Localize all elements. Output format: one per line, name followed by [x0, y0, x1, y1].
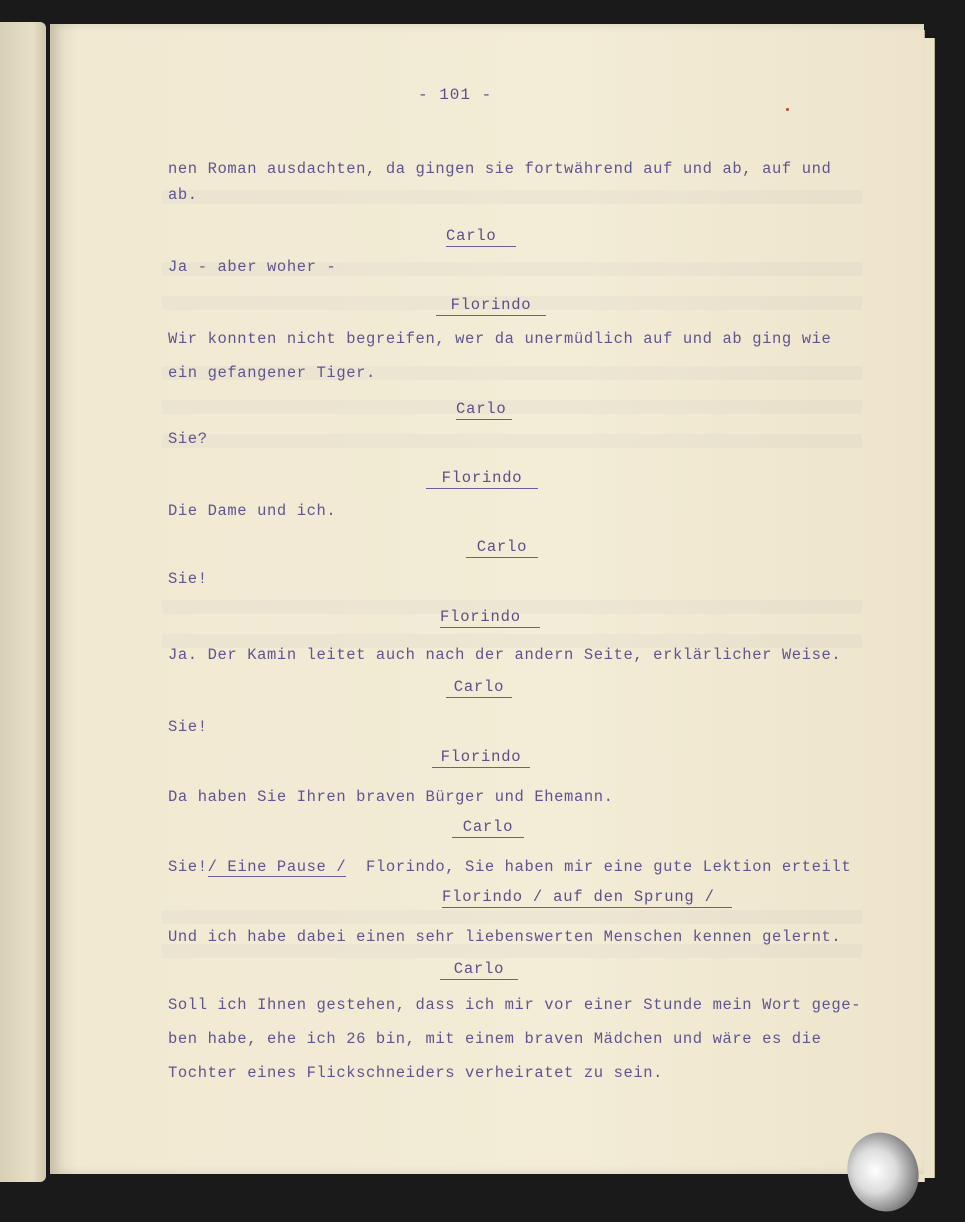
- bleed-through: [162, 434, 862, 448]
- text-line: Wir konnten nicht begreifen, wer da unermüdlich auf und ab ging wie: [168, 330, 832, 348]
- text-line: ben habe, ehe ich 26 bin, mit einem braven Mädchen und wäre es die: [168, 1030, 822, 1048]
- text-line: Sie?: [168, 430, 208, 448]
- text-line: Die Dame und ich.: [168, 502, 337, 520]
- bleed-through: [162, 910, 862, 924]
- text-line: Und ich habe dabei einen sehr liebenswerten Menschen kennen gelernt.: [168, 928, 842, 946]
- speaker-name: Carlo: [466, 538, 538, 558]
- text-fragment: Florindo, Sie haben mir eine gute Lektion erteilt: [366, 858, 852, 876]
- text-line: nen Roman ausdachten, da gingen sie fortwährend auf und ab, auf und: [168, 160, 832, 178]
- text-line: ein gefangener Tiger.: [168, 364, 376, 382]
- bleed-through: [162, 944, 862, 958]
- text-line: ab.: [168, 186, 198, 204]
- text-fragment: Sie!: [168, 858, 208, 876]
- bleed-through: [162, 190, 862, 204]
- left-facing-page: [0, 22, 46, 1182]
- speaker-name: Florindo: [432, 748, 530, 768]
- speaker-name: Carlo: [440, 960, 518, 980]
- text-line: Ja. Der Kamin leitet auch nach der andern Seite, erklärlicher Weise.: [168, 646, 842, 664]
- text-line: Ja - aber woher -: [168, 258, 337, 276]
- speaker-name: Carlo: [456, 400, 512, 420]
- text-line: Tochter eines Flickschneiders verheiratet zu sein.: [168, 1064, 664, 1082]
- speaker-name: Florindo: [436, 296, 546, 316]
- speaker-name: Carlo: [446, 678, 512, 698]
- bleed-through: [162, 400, 862, 414]
- speaker-name: Carlo: [446, 227, 516, 247]
- text-line: Sie!: [168, 718, 208, 736]
- speaker-name: Florindo / auf den Sprung /: [442, 888, 732, 908]
- text-line: Sie!: [168, 570, 208, 588]
- speaker-name: Carlo: [452, 818, 524, 838]
- text-line: Soll ich Ihnen gestehen, dass ich mir vor einer Stunde mein Wort gege-: [168, 996, 862, 1014]
- stage-direction: / Eine Pause /: [207, 858, 347, 876]
- speaker-name: Florindo: [426, 469, 538, 489]
- paper-speck: [786, 108, 789, 111]
- speaker-name: Florindo: [440, 608, 540, 628]
- text-line: Da haben Sie Ihren braven Bürger und Ehemann.: [168, 788, 614, 806]
- page-number: - 101 -: [418, 86, 493, 104]
- text-line-with-stage-direction: [168, 858, 851, 876]
